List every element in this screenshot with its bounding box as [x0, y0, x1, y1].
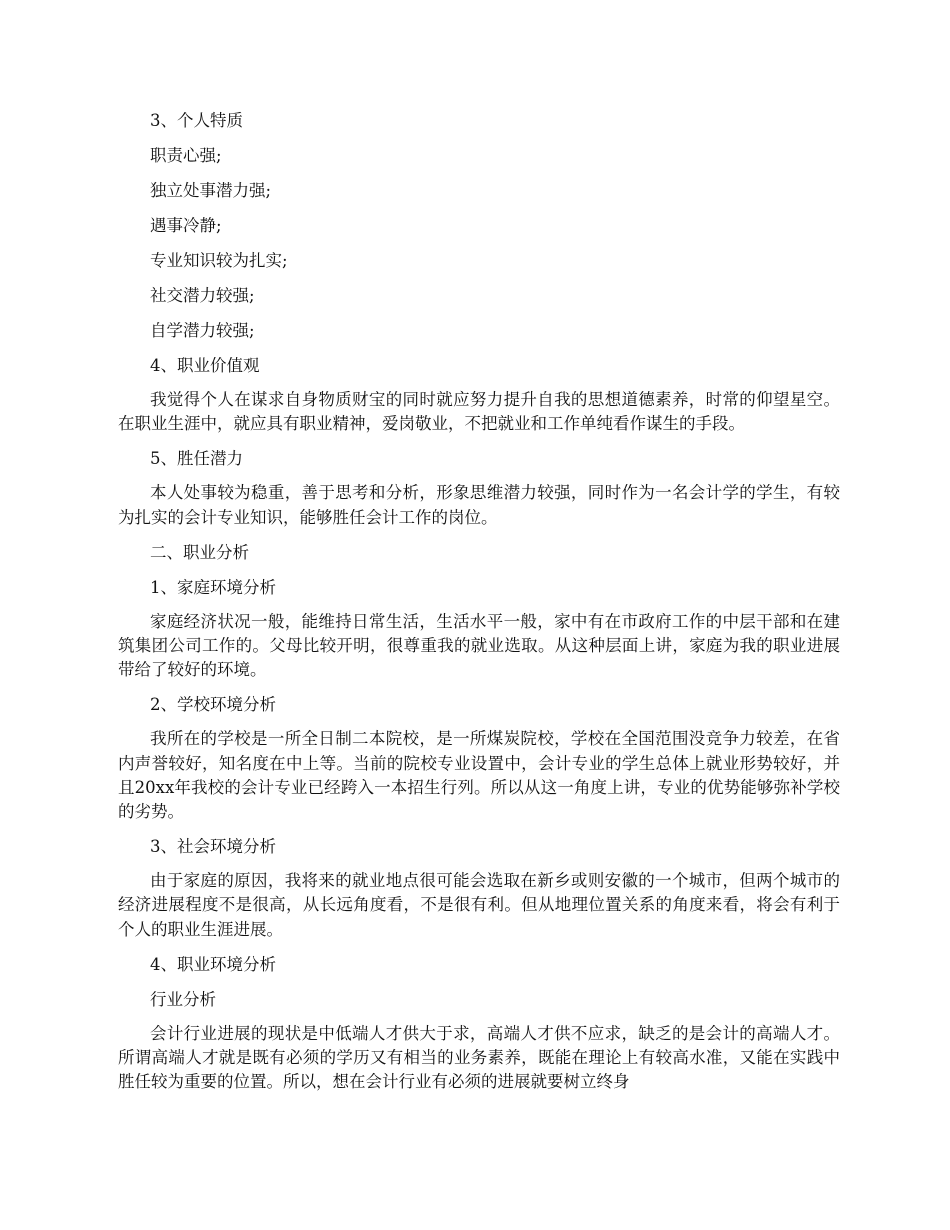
paragraph-competence: 本人处事较为稳重，善于思考和分析，形象思维潜力较强，同时作为一名会计学的学生，有较为扎实的会计专业知识，能够胜任会计工作的岗位。 [118, 483, 840, 527]
trait-item: 遇事冷静; [150, 216, 222, 235]
section-heading-family-environment: 1、家庭环境分析 [150, 577, 276, 597]
trait-item: 职责心强; [150, 146, 222, 165]
trait-item: 独立处事潜力强; [150, 181, 272, 200]
document-body [118, 108, 840, 1104]
trait-item: 自学潜力较强; [150, 321, 255, 340]
paragraph-family-environment: 家庭经济状况一般，能维持日常生活，生活水平一般，家中有在市政府工作的中层干部和在建筑集团公司工作的。父母比较开明，很尊重我的就业选取。从这种层面上讲，家庭为我的职业进展带给了较好的环境。 [118, 611, 840, 680]
section-heading-competence: 5、胜任潜力 [150, 449, 243, 469]
section-heading-career-values: 4、职业价值观 [150, 356, 260, 375]
paragraph-school-environment: 我所在的学校是一所全日制二本院校，是一所煤炭院校，学校在全国范围没竞争力较差，在省内声誉较好，知名度在中上等。当前的院校专业设置中，会计专业的学生总体上就业形势较好，并且20xx年我校的会计专业已经跨入一本招生行列。所以从这一角度上讲，专业的优势能够弥补学校的劣势。 [118, 729, 840, 822]
paragraph-industry-analysis: 会计行业进展的现状是中低端人才供大于求，高端人才供不应求，缺乏的是会计的高端人才。所谓高端人才就是既有必须的学历又有相当的业务素养，既能在理论上有较高水准，又能在实践中胜任较为重要的位置。所以，想在会计行业有必须的进展就要树立终身 [118, 1023, 840, 1092]
section-heading-social-environment: 3、社会环境分析 [150, 837, 276, 857]
section-heading-personal-traits: 3、个人特质 [150, 111, 243, 130]
paragraph-career-values: 我觉得个人在谋求自身物质财宝的同时就应努力提升自我的思想道德素养，时常的仰望星空。在职业生涯中，就应具有职业精神，爱岗敬业，不把就业和工作单纯看作谋生的手段。 [118, 390, 840, 434]
section-heading-school-environment: 2、学校环境分析 [150, 695, 276, 715]
section-heading-career-environment: 4、职业环境分析 [150, 954, 276, 974]
section-heading-industry-analysis: 行业分析 [150, 989, 216, 1009]
paragraph-social-environment: 由于家庭的原因，我将来的就业地点很可能会选取在新乡或则安徽的一个城市，但两个城市的经济进展程度不是很高，从长远角度看，不是很有利。但从地理位置关系的角度来看，将会有利于个人的职业生涯进展。 [118, 871, 840, 939]
section-heading-career-analysis: 二、职业分析 [150, 542, 249, 562]
trait-item: 专业知识较为扎实; [150, 251, 288, 270]
trait-item: 社交潜力较强; [150, 286, 255, 305]
